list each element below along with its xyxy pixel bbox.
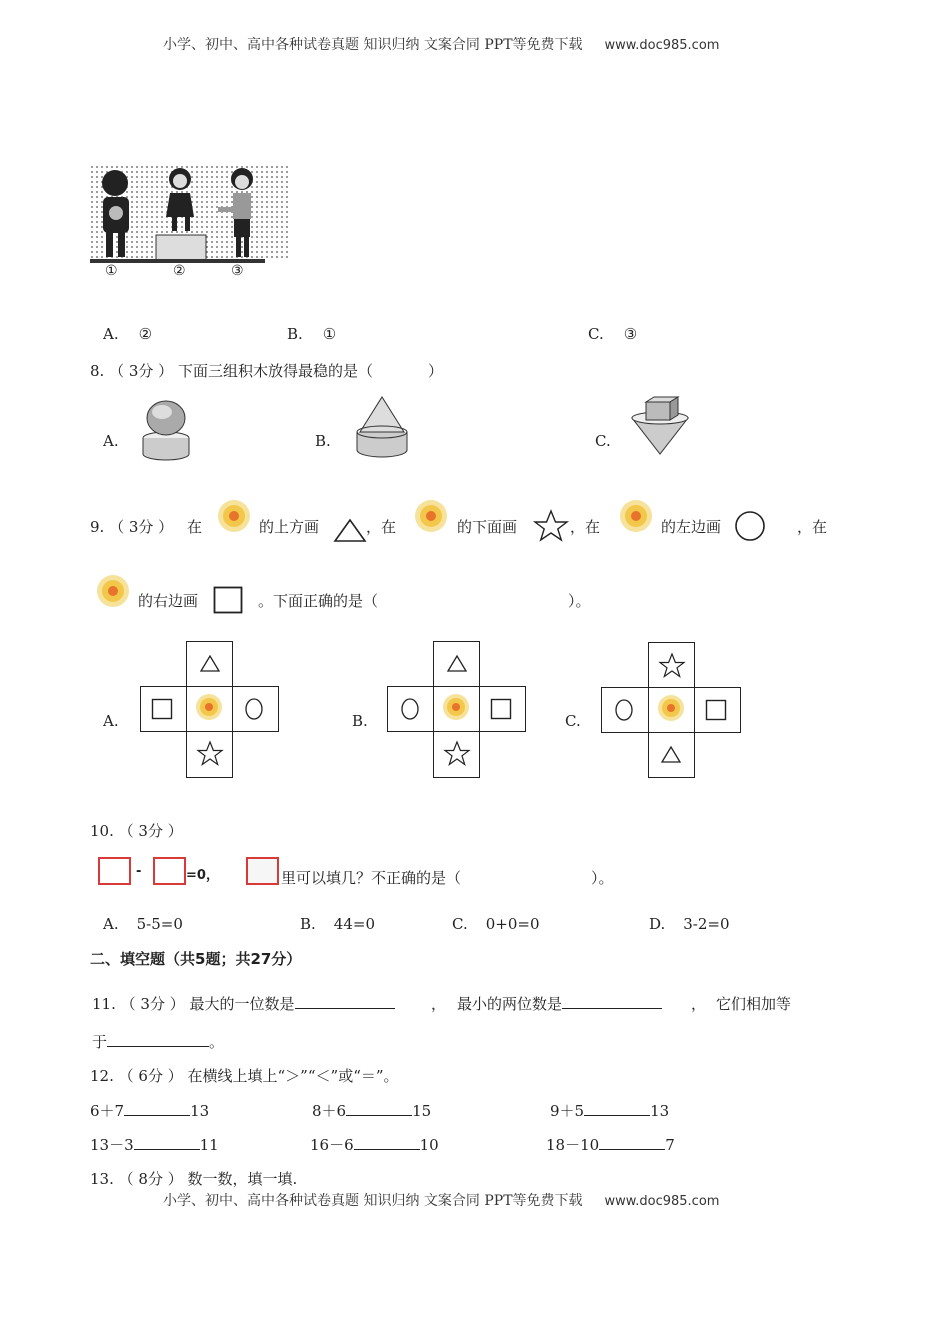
q12-item-6-right: 7 xyxy=(665,1136,675,1154)
triangle-icon xyxy=(333,517,367,543)
q11-comma-2: ， xyxy=(691,995,707,1013)
q12-item-2 xyxy=(312,1100,431,1121)
q8-option-a[interactable]: A. xyxy=(103,432,119,450)
q7-figure-label-3: ③ xyxy=(231,263,244,279)
flower-icon xyxy=(440,691,472,723)
q7-figure-label-2: ② xyxy=(173,263,186,279)
q10-number: 10. xyxy=(90,822,114,840)
q9-option-a[interactable]: A. xyxy=(103,712,119,730)
q12-blank-2[interactable] xyxy=(346,1101,412,1116)
q12-item-1-left: 6＋7 xyxy=(90,1102,125,1120)
q12-score: （ 6分 ） xyxy=(118,1067,183,1085)
q12-number: 12. xyxy=(90,1067,114,1085)
q12-blank-5[interactable] xyxy=(354,1135,420,1150)
q10-text: 里可以填几？不正确的是（ xyxy=(281,869,462,887)
q7-option-b-letter: B. xyxy=(287,325,303,343)
q8-c-cube-on-cone-image xyxy=(628,396,694,458)
q9-text-at-3: ，在 xyxy=(570,518,601,536)
q7-figure-label-1: ① xyxy=(105,263,118,279)
q7-option-c-letter: C. xyxy=(588,325,604,343)
q11-text-7: 。 xyxy=(209,1033,225,1051)
q7-option-a[interactable] xyxy=(103,325,152,343)
q10-red-box-1 xyxy=(98,857,131,885)
q10-option-c[interactable] xyxy=(452,915,540,933)
q10-option-c-letter: C. xyxy=(452,915,468,933)
q12-item-1 xyxy=(90,1100,209,1121)
footer-text: 小学、初中、高中各种试卷真题 知识归纳 文案合同 PPT等免费下载 xyxy=(163,1193,583,1209)
q11-score: （ 3分 ） xyxy=(120,995,185,1013)
q10-option-a-letter: A. xyxy=(103,915,119,933)
q10-question xyxy=(90,820,183,841)
star-icon xyxy=(658,652,686,680)
flower-icon xyxy=(193,691,225,723)
q12-item-1-right: 13 xyxy=(190,1102,210,1120)
q9-number: 9. xyxy=(90,518,105,536)
q9-option-c[interactable]: C. xyxy=(565,712,581,730)
q13-number: 13. xyxy=(90,1170,114,1188)
q10-option-b-text: 44=0 xyxy=(333,915,375,933)
star-icon xyxy=(443,740,471,768)
square-icon xyxy=(490,698,512,720)
q13-score: （ 8分 ） xyxy=(118,1170,183,1188)
q9-text-right: 的右边画 xyxy=(138,592,199,610)
flower-icon xyxy=(94,572,132,610)
circle-icon xyxy=(399,697,421,721)
section-title: 二、填空题（共5题；共27分） xyxy=(90,950,302,968)
q10-option-d-letter: D. xyxy=(649,915,666,933)
q11-text-3: 最小的两位数是 xyxy=(457,995,563,1013)
flower-icon xyxy=(617,497,655,535)
q9-text-below: 的下面画 xyxy=(457,518,518,536)
q9-score: （ 3分 ） xyxy=(109,518,174,536)
q10-red-box-3 xyxy=(246,857,279,885)
q10-score: （ 3分 ） xyxy=(118,822,183,840)
circle-icon xyxy=(734,510,766,542)
flower-icon xyxy=(655,692,687,724)
q11-text-1: 最大的一位数是 xyxy=(189,995,295,1013)
star-icon xyxy=(532,508,570,544)
q11-blank-2[interactable] xyxy=(562,994,662,1009)
star-icon xyxy=(196,740,224,768)
circle-icon xyxy=(243,697,265,721)
q13-question xyxy=(90,1168,297,1189)
q12-item-3-right: 13 xyxy=(650,1102,670,1120)
q12-text: 在横线上填上“＞”“＜”或“＝”。 xyxy=(187,1067,399,1085)
q11-comma-1: ， xyxy=(431,995,447,1013)
q8-text: 下面三组积木放得最稳的是（ xyxy=(177,362,373,380)
q10-equals: =0， xyxy=(186,868,219,883)
q10-option-a[interactable] xyxy=(103,915,183,933)
q11-line-2 xyxy=(92,1031,224,1052)
triangle-icon xyxy=(199,653,221,673)
q12-blank-6[interactable] xyxy=(599,1135,665,1150)
q12-item-5 xyxy=(310,1134,439,1155)
q12-item-4 xyxy=(90,1134,219,1155)
q11-part-2 xyxy=(457,993,662,1014)
q12-blank-3[interactable] xyxy=(584,1101,650,1116)
q9-question-line1 xyxy=(90,516,173,537)
q13-text: 数一数，填一填. xyxy=(187,1170,298,1188)
q11-blank-3[interactable] xyxy=(107,1032,209,1047)
q8-a-sphere-on-cylinder-image xyxy=(138,396,194,462)
q9-text-at-4: ，在 xyxy=(797,518,828,536)
q7-option-b[interactable] xyxy=(287,325,336,343)
q12-blank-1[interactable] xyxy=(124,1101,190,1116)
q12-item-4-right: 11 xyxy=(199,1136,219,1154)
q12-item-5-left: 16－6 xyxy=(310,1136,354,1154)
q10-option-a-text: 5-5=0 xyxy=(136,915,183,933)
q9-text-which: 。下面正确的是（ xyxy=(258,592,379,610)
footer-url[interactable]: www.doc985.com xyxy=(604,1194,720,1209)
q12-question xyxy=(90,1065,399,1086)
q7-option-c[interactable] xyxy=(588,325,637,343)
q12-item-4-left: 13－3 xyxy=(90,1136,134,1154)
square-icon xyxy=(213,586,243,614)
q8-close: ） xyxy=(427,362,443,380)
q10-minus: - xyxy=(136,864,142,879)
q8-option-c[interactable]: C. xyxy=(595,432,611,450)
q11-text-6: 于 xyxy=(92,1033,108,1051)
q11-question xyxy=(92,993,395,1014)
q11-text-5: 它们相加等 xyxy=(716,995,792,1013)
q12-item-5-right: 10 xyxy=(419,1136,439,1154)
q8-score: （ 3分 ） xyxy=(109,362,174,380)
q9-text-at-2: ，在 xyxy=(366,518,397,536)
q9-text-left: 的左边画 xyxy=(661,518,722,536)
q9-text-at: 在 xyxy=(187,518,203,536)
q10-option-d[interactable] xyxy=(649,915,730,933)
q9-option-b[interactable]: B. xyxy=(352,712,368,730)
square-icon xyxy=(151,698,173,720)
q11-number: 11. xyxy=(92,995,116,1013)
page-footer xyxy=(163,1190,719,1210)
q10-red-box-2 xyxy=(153,857,186,885)
q12-item-6 xyxy=(546,1134,675,1155)
q10-option-d-text: 3-2=0 xyxy=(683,915,730,933)
q12-item-3-left: 9＋5 xyxy=(550,1102,585,1120)
q8-number: 8. xyxy=(90,362,105,380)
q10-option-c-text: 0+0=0 xyxy=(485,915,540,933)
q7-option-b-text: ① xyxy=(322,325,337,343)
triangle-icon xyxy=(446,653,468,673)
q9-text-above: 的上方画 xyxy=(259,518,320,536)
header-text: 小学、初中、高中各种试卷真题 知识归纳 文案合同 PPT等免费下载 xyxy=(163,37,583,53)
flower-icon xyxy=(412,497,450,535)
q11-blank-1[interactable] xyxy=(295,994,395,1009)
page-header xyxy=(163,34,719,54)
q8-b-cone-on-cylinder-image xyxy=(352,394,412,462)
q12-item-2-left: 8＋6 xyxy=(312,1102,347,1120)
q9-text-close: ）。 xyxy=(568,592,591,610)
q8-option-b[interactable]: B. xyxy=(315,432,331,450)
triangle-icon xyxy=(660,744,682,764)
q8-question xyxy=(90,360,443,381)
q10-option-b-letter: B. xyxy=(300,915,316,933)
square-icon xyxy=(705,699,727,721)
q7-figure-image xyxy=(90,165,290,285)
q7-option-a-letter: A. xyxy=(103,325,119,343)
q12-blank-4[interactable] xyxy=(134,1135,200,1150)
q10-close: ）。 xyxy=(591,869,614,887)
q7-option-a-text: ② xyxy=(138,325,153,343)
header-url[interactable]: www.doc985.com xyxy=(604,38,720,53)
q7-option-c-text: ③ xyxy=(623,325,638,343)
q12-item-3 xyxy=(550,1100,669,1121)
q12-item-6-left: 18－10 xyxy=(546,1136,600,1154)
circle-icon xyxy=(613,698,635,722)
q10-option-b[interactable] xyxy=(300,915,375,933)
flower-icon xyxy=(215,497,253,535)
q12-item-2-right: 15 xyxy=(412,1102,432,1120)
